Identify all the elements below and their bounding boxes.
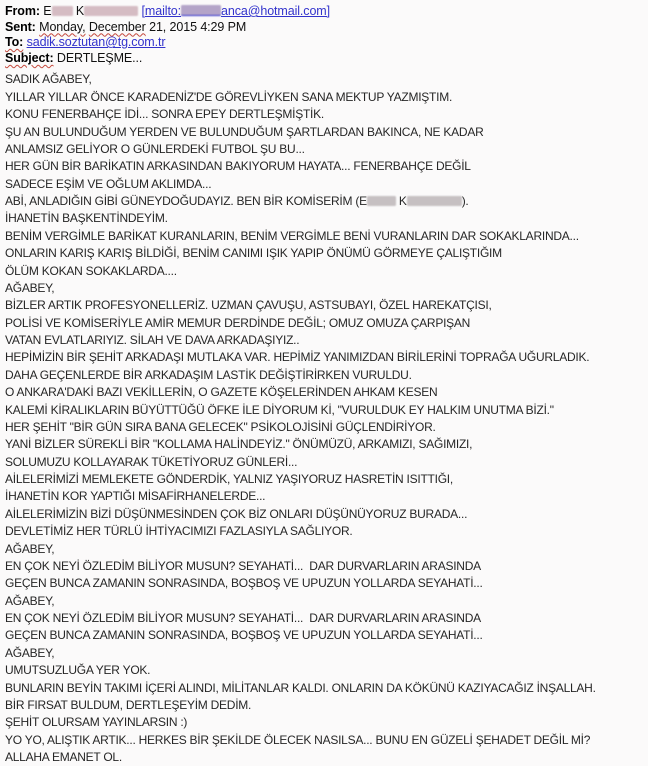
body-line: YANİ BİZLER SÜREKLİ BİR "KOLLAMA HALİNDEYİZ." ÖNÜMÜZÜ, ARKAMIZI, SAĞIMIZI, [5,437,473,452]
sent-month: December [88,19,146,34]
sent-day: Monday, [39,19,86,34]
body-line: SADECE EŞİM VE OĞLUM AKLIMDA... [5,176,212,191]
body-line: ANLAMSIZ GELİYOR O GÜNLERDEKİ FUTBOL ŞU BU... [5,141,305,156]
redacted-officer-first-name [367,196,396,206]
sent-label: Sent: [5,19,36,34]
body-line: AĞABEY, [5,541,55,556]
redacted-line-middle: K [395,194,407,208]
email-body [5,71,648,766]
body-line: DAHA GEÇENLERDE BİR ARKADAŞIM LASTİK DEĞİŞTİRİRKEN VURULDU. [5,367,412,382]
sent-date-time: 21, 2015 4:29 PM [149,19,247,34]
subject-value: DERTLEŞME... [56,50,143,65]
body-line: O ANKARA'DAKİ BAZI VEKİLLERİN, O GAZETE KÖŞELERİNDEN AHKAM KESEN [5,385,438,400]
body-line: GEÇEN BUNCA ZAMANIN SONRASINDA, BOŞBOŞ VE UPUZUN YOLLARDA SEYAHATİ... [5,576,483,591]
redacted-officer-last-name [407,196,462,206]
from-label: From: [5,4,40,18]
body-line: ALLAHA EMANET OL. [5,750,122,764]
body-line: AĞABEY, [5,645,55,660]
email-header [5,4,648,66]
body-line: AİLELERİMİZİN BİZİ DÜŞÜNMESİNDEN ÇOK BİZ ONLARI DÜŞÜNÜYORUZ BURADA... [5,506,468,521]
body-line: AİLELERİMİZİ MEMLEKETE GÖNDERDİK, YALNIZ YAŞIYORUZ HASRETİN ISITTIĞI, [5,472,453,486]
subject-line [5,51,648,67]
body-line-redacted [5,193,648,210]
body-line: EN ÇOK NEYİ ÖZLEDİM BİLİYOR MUSUN? SEYAHATİ... DAR DURVARLARIN ARASINDA [5,558,481,573]
body-line: SADIK AĞABEY, [5,72,92,87]
body-line: VATAN EVLATLARIYIZ. SİLAH VE DAVA ARKADAŞIYIZ.. [5,333,300,347]
body-line: HEPİMİZİN BİR ŞEHİT ARKADAŞI MUTLAKA VAR. HEPİMİZ YANIMIZDAN BİRİLERİNİ TOPRAĞA UĞURLADIK. [5,350,590,365]
body-line: EN ÇOK NEYİ ÖZLEDİM BİLİYOR MUSUN? SEYAHATİ... DAR DURVARLARIN ARASINDA [5,611,481,625]
from-line [5,4,648,20]
to-line [5,35,648,51]
to-label: To: [5,35,24,50]
body-line: KONU FENERBAHÇE İDİ... SONRA EPEY DERTLEŞMİŞTİK. [5,107,324,122]
body-line: HER ŞEHİT "BİR GÜN SIRA BANA GELECEK" PSİKOLOJİSİNİ GÜÇLENDİRİYOR. [5,419,436,434]
body-line: İHANETİN KOR YAPTIĞI MİSAFİRHANELERDE... [5,489,266,504]
body-line: KALEMİ KİRALIKLARIN BÜYÜTTÜĞÜ ÖFKE İLE DİYORUM Kİ, "VURULDUK EY HALKIM UNUTMA BİZİ." [5,402,554,417]
body-line: YILLAR YILLAR ÖNCE KARADENİZ'DE GÖREVLİYKEN SANA MEKTUP YAZMIŞTIM. [5,89,453,104]
body-line: İHANETİN BAŞKENTİNDEYİM. [5,211,168,226]
redacted-line-suffix: ). [461,194,469,208]
body-line: AĞABEY, [5,280,55,295]
mailto-link[interactable] [142,4,330,18]
redacted-line-prefix: ABİ, ANLADIĞIN GİBİ GÜNEYDOĞUDAYIZ. BEN BİR KOMİSERİM (E [5,194,367,208]
mailto-visible-email: anca@hotmail.com] [221,4,330,18]
sent-line [5,20,648,36]
body-line: UMUTSUZLUĞA YER YOK. [5,663,151,678]
subject-label: Subject: [5,50,54,65]
body-line: ŞEHİT OLURSAM YAYINLARSIN :) [5,715,188,730]
body-line: DEVLETİMİZ HER TÜRLÜ İHTİYACIMIZI FAZLASIYLA SAĞLIYOR. [5,524,353,539]
redacted-first-name [52,6,73,16]
body-line: BUNLARIN BEYİN TAKIMI İÇERİ ALINDI, MİLİTANLAR KALDI. ONLARIN DA KÖKÜNÜ KAZIYACAĞIZ İNŞALLAH. [5,680,596,695]
body-line: BİZLER ARTIK PROFESYONELLERİZ. UZMAN ÇAVUŞU, ASTSUBAYI, ÖZEL HAREKATÇISI, [5,298,492,313]
body-line: YO YO, ALIŞTIK ARTIK... HERKES BİR ŞEKİLDE ÖLECEK NASILSA... BUNU EN GÜZELİ ŞEHADET DEĞİL Mİ? [5,732,591,747]
from-first-initial: E [43,4,52,18]
body-line: HER GÜN BİR BARİKATIN ARKASINDAN BAKIYORUM HAYATA... FENERBAHÇE DEĞİL [5,159,471,174]
body-line: AĞABEY, [5,593,55,608]
mailto-prefix: [mailto: [141,4,182,18]
body-line: ŞU AN BULUNDUĞUM YERDEN VE BULUNDUĞUM ŞARTLARDAN BAKINCA, NE KADAR [5,124,484,139]
body-line: SOLUMUZU KOLLAYARAK TÜKETİYORUZ GÜNLERİ... [5,454,298,469]
from-last-initial: K [75,4,85,18]
redacted-email-local-part [181,5,221,16]
body-line: ÖLÜM KOKAN SOKAKLARDA.... [5,263,177,278]
body-line: GEÇEN BUNCA ZAMANIN SONRASINDA, BOŞBOŞ VE UPUZUN YOLLARDA SEYAHATİ... [5,628,483,643]
redacted-last-name [84,6,138,16]
body-line: ONLARIN KARIŞ KARIŞ BİLDİĞİ, BENİM CANIMI IŞIK YAPIP ÖNÜMÜ GÖRMEYE ÇALIŞTIĞIM [5,246,502,261]
recipient-email-link[interactable]: sadik.soztutan@tg.com.tr [26,35,166,50]
body-line: BENİM VERGİMLE BARİKAT KURANLARIN, BENİM VERGİMLE BENİ VURANLARIN DAR SOKAKLARINDA... [5,228,579,243]
body-line: BİR FIRSAT BULDUM, DERTLEŞEYİM DEDİM. [5,697,252,712]
body-line: POLİSİ VE KOMİSERİYLE AMİR MEMUR DERDİNDE DEĞİL; OMUZ OMUZA ÇARPIŞAN [5,315,471,330]
